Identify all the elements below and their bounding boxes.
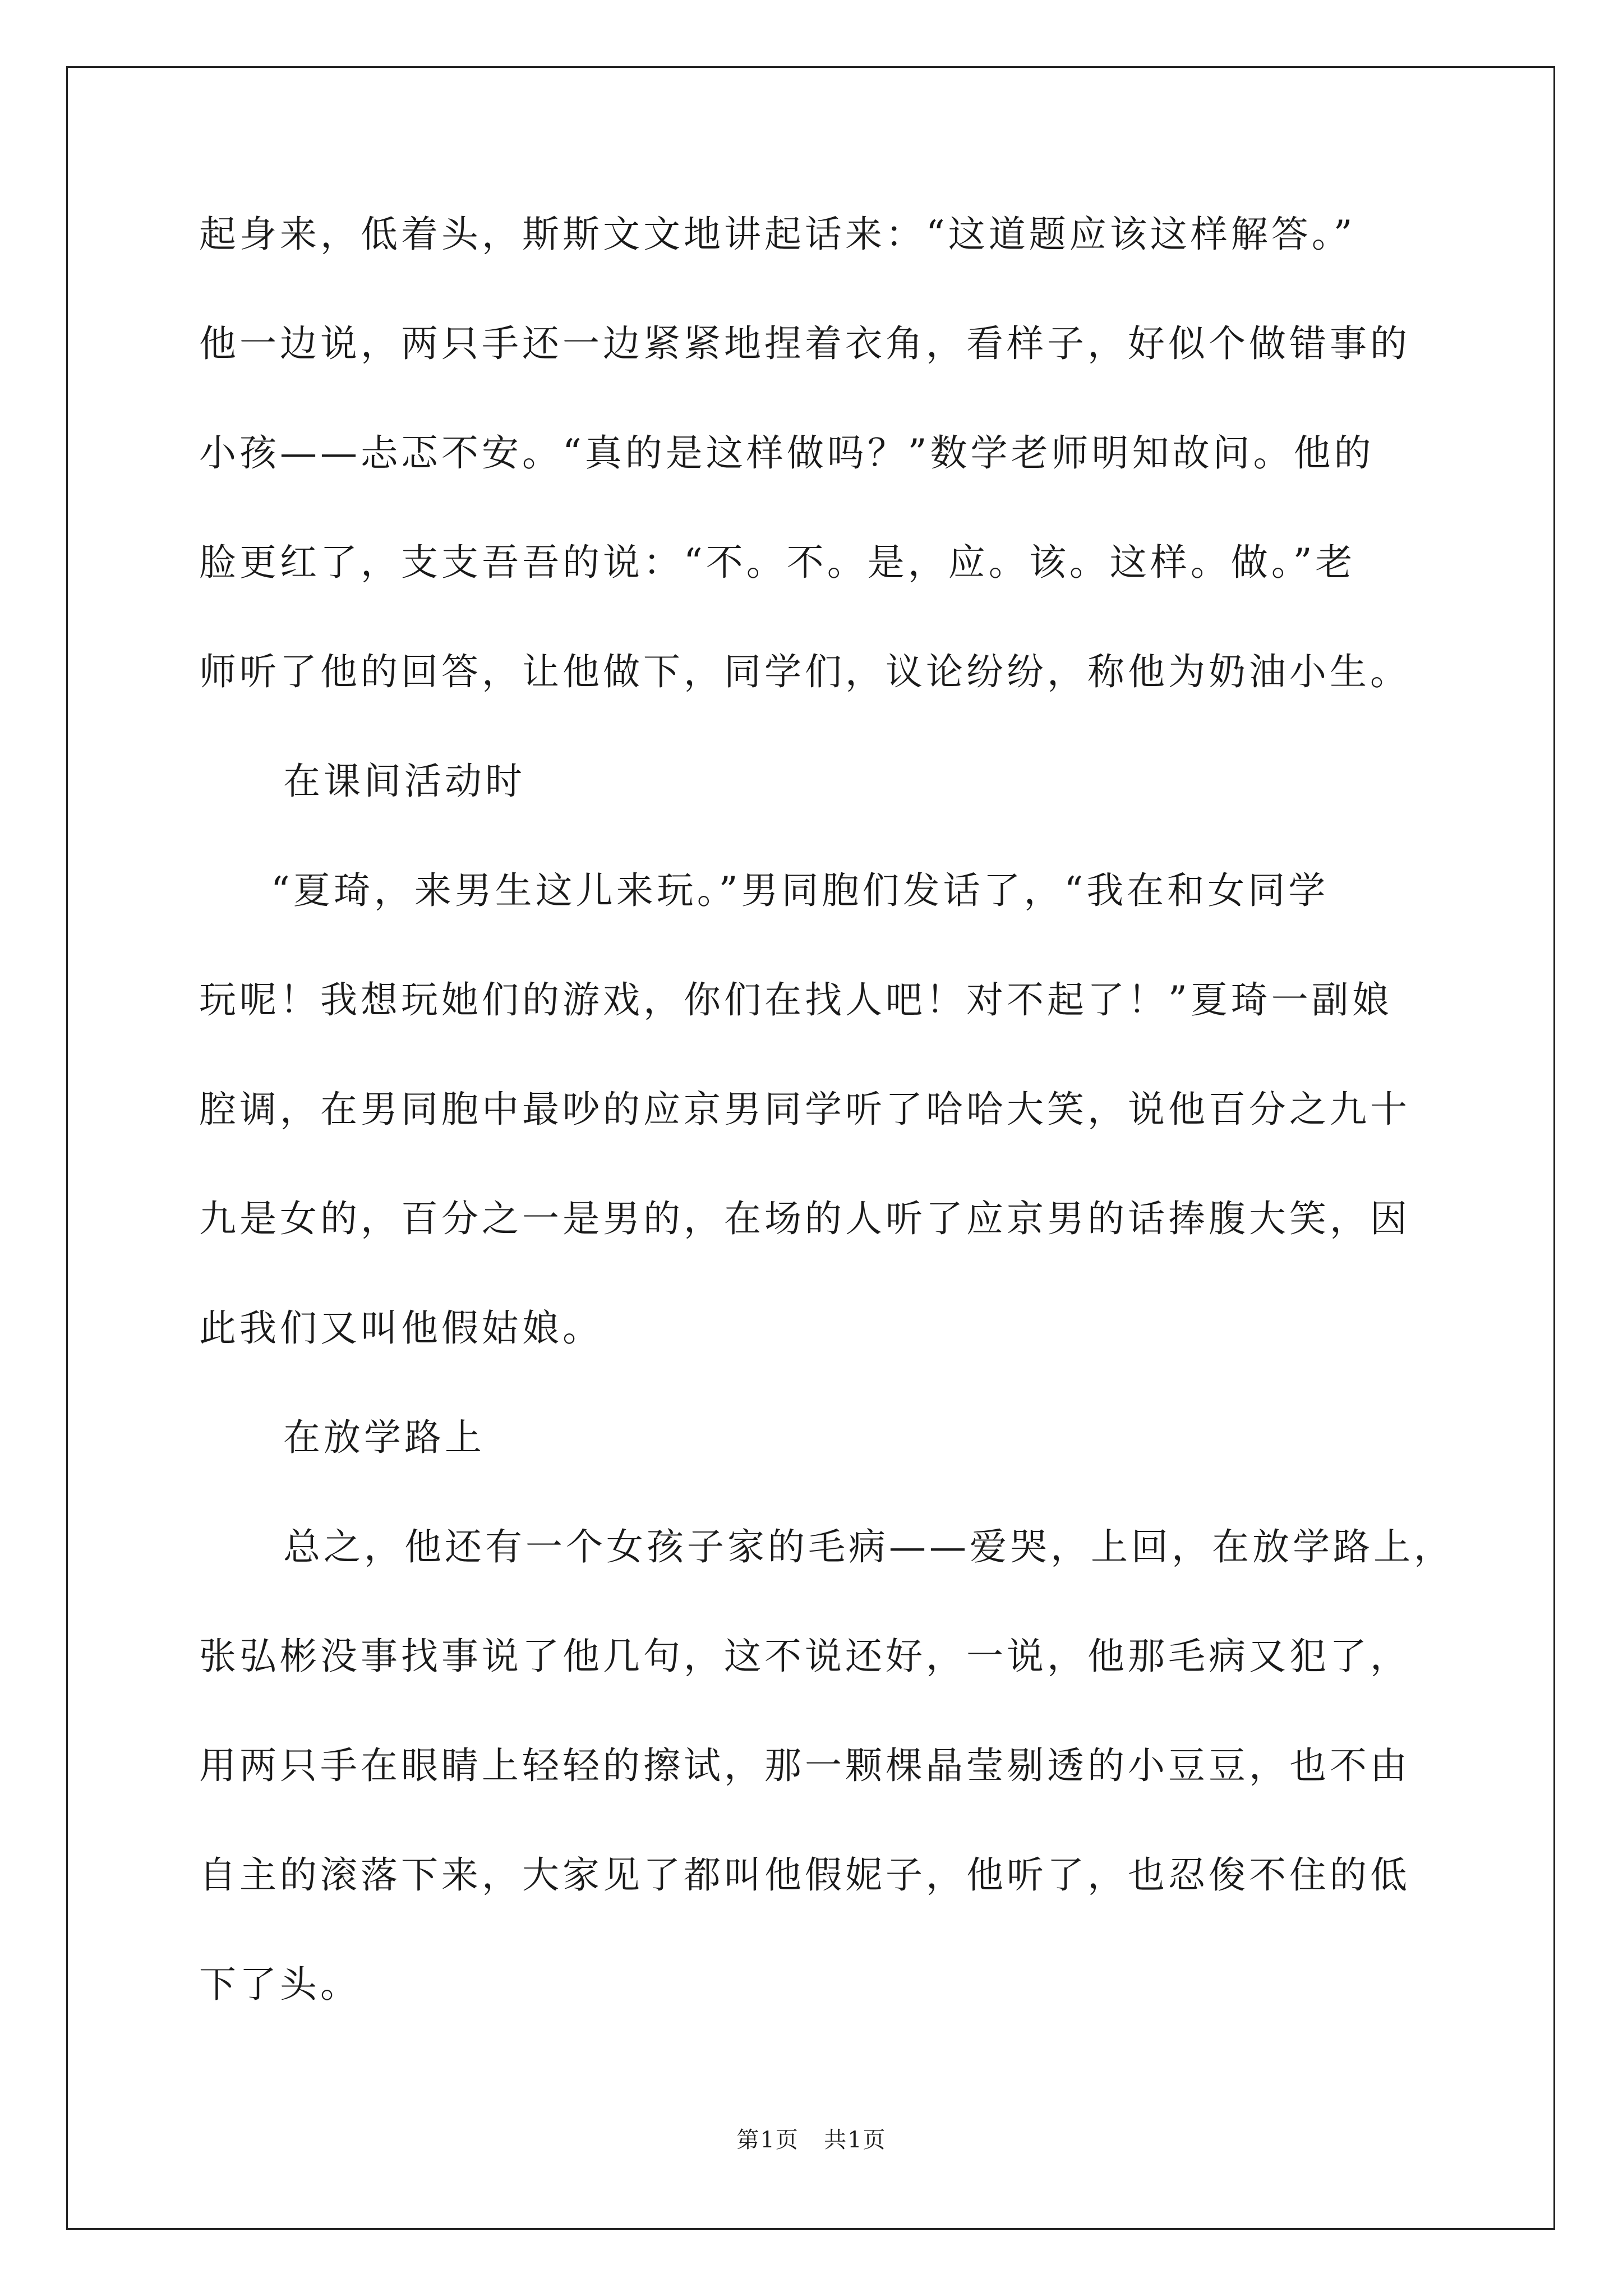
page-total: 共1页 xyxy=(824,2127,887,2153)
text-line: 玩呢！我想玩她们的游戏，你们在找人吧！对不起了！”夏琦一副娘 xyxy=(199,978,1393,1022)
text-line: 起身来，低着头，斯斯文文地讲起话来：“这道题应该这样解答。” xyxy=(199,213,1356,256)
text-line: 脸更红了，支支吾吾的说：“不。不。是，应。该。这样。做。”老 xyxy=(199,541,1356,584)
text-line: 他一边说，两只手还一边紧紧地捏着衣角，看样子，好似个做错事的 xyxy=(199,322,1410,365)
text-line: 下了头。 xyxy=(199,1963,361,2006)
text-line: 用两只手在眼睛上轻轻的擦试，那一颗棵晶莹剔透的小豆豆，也不由 xyxy=(199,1744,1410,1787)
page-number: 第1页 xyxy=(736,2127,799,2153)
text-line: 自主的滚落下来，大家见了都叫他假妮子，他听了，也忍俊不住的低 xyxy=(199,1853,1410,1897)
text-line: 张弘彬没事找事说了他几句，这不说还好，一说，他那毛病又犯了， xyxy=(199,1635,1410,1678)
section-heading: 在放学路上 xyxy=(283,1416,485,1459)
text-line: 此我们又叫他假姑娘。 xyxy=(199,1306,603,1350)
text-line: 总之，他还有一个女孩子家的毛病——爱哭，上回，在放学路上， xyxy=(283,1525,1454,1568)
section-heading: 在课间活动时 xyxy=(283,760,525,803)
text-line: 腔调，在男同胞中最吵的应京男同学听了哈哈大笑，说他百分之九十 xyxy=(199,1088,1410,1131)
text-line: 小孩——忐忑不安。“真的是这样做吗？”数学老师明知故问。他的 xyxy=(199,431,1375,475)
page-footer xyxy=(0,2129,1623,2151)
text-line: 九是女的，百分之一是男的，在场的人听了应京男的话捧腹大笑，因 xyxy=(199,1197,1410,1240)
text-line: 师听了他的回答，让他做下，同学们，议论纷纷，称他为奶油小生。 xyxy=(199,650,1410,693)
page-border xyxy=(66,66,1555,2230)
text-line: “夏琦，来男生这儿来玩。”男同胞们发话了，“我在和女同学 xyxy=(271,869,1329,912)
